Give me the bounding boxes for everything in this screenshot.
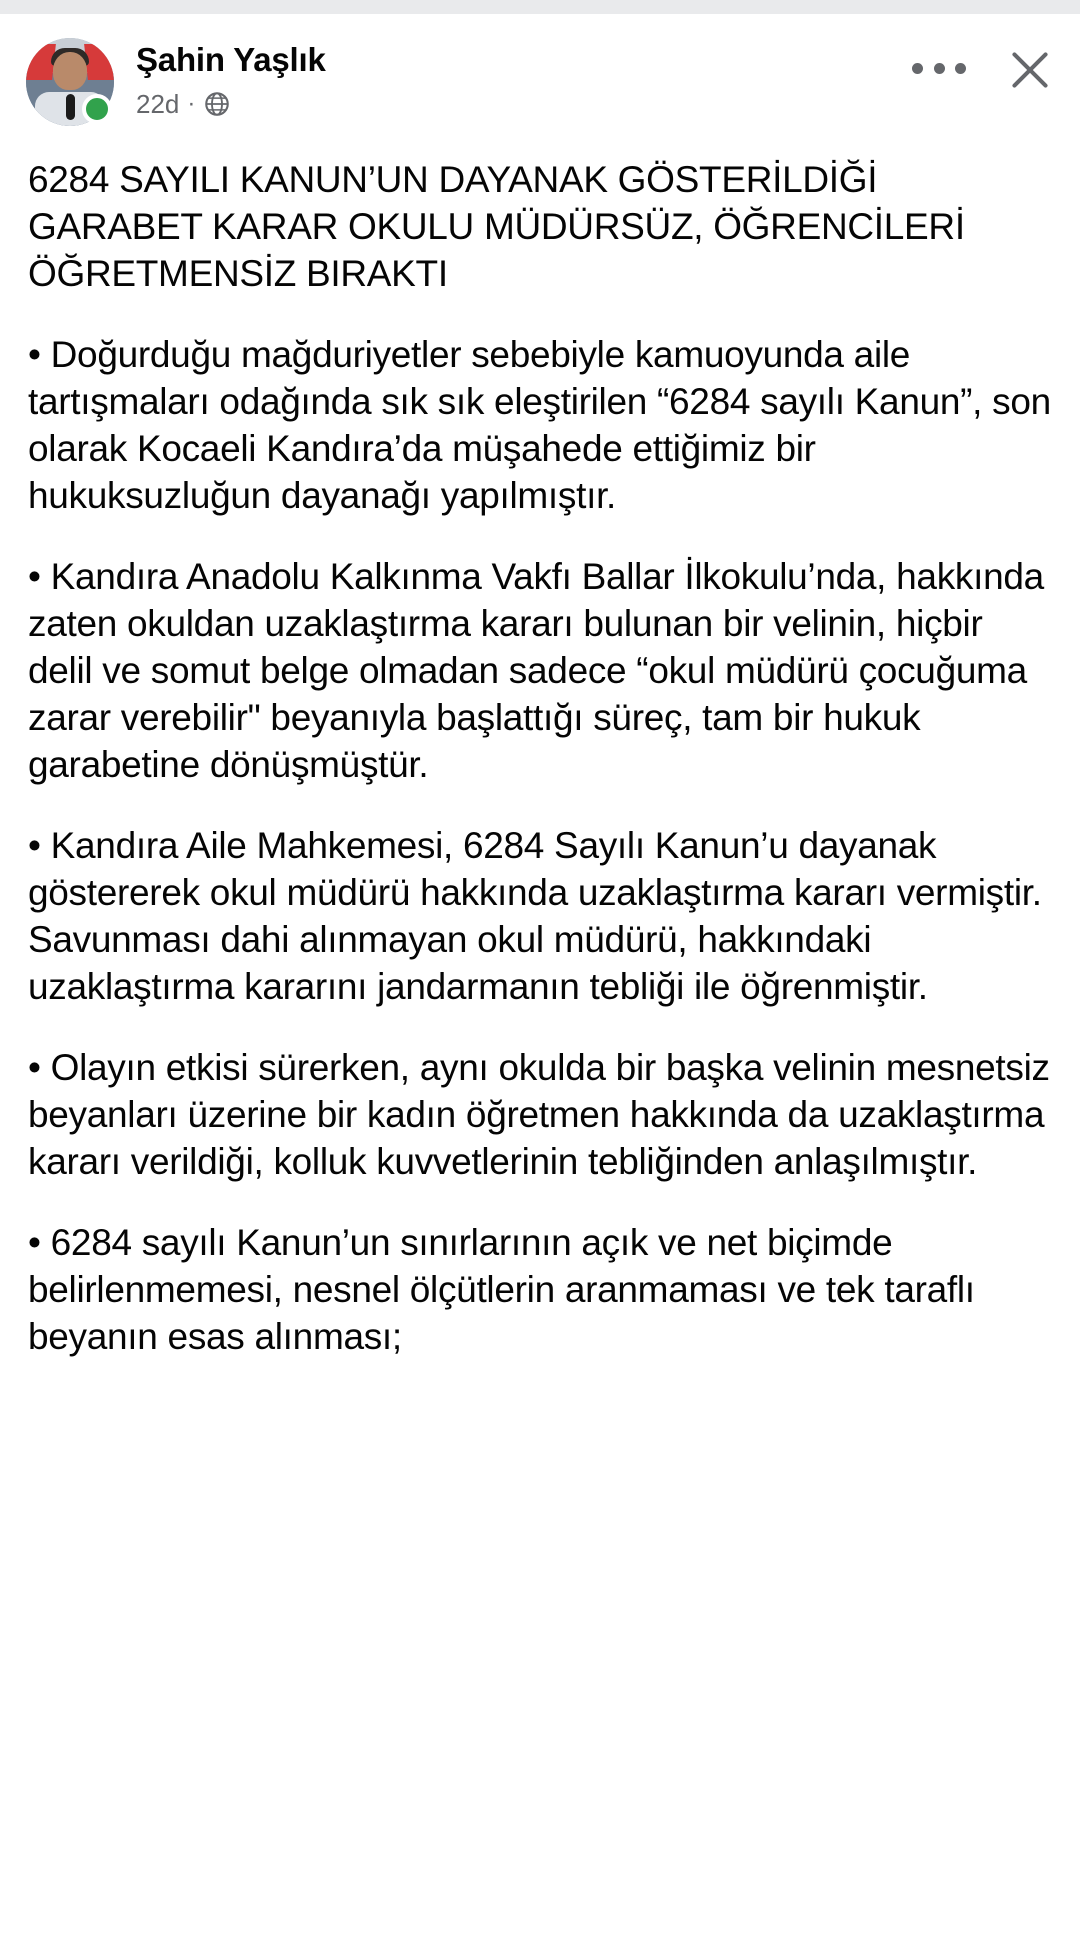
avatar-head (53, 52, 87, 90)
post-meta (136, 89, 912, 119)
meta-separator: · (187, 90, 196, 117)
author-name[interactable]: Şahin Yaşlık (136, 41, 326, 78)
post-header-text (136, 38, 912, 119)
post-title: 6284 SAYILI KANUN’UN DAYANAK GÖSTERİLDİĞİ GARABET KARAR OKULU MÜDÜRSÜZ, ÖĞRENCİLERİ ÖĞRETMENSİZ BIRAKTI (28, 159, 965, 294)
globe-icon[interactable] (203, 90, 231, 118)
status-bar (0, 0, 1080, 14)
avatar[interactable] (26, 38, 114, 126)
post-paragraph: • Doğurduğu mağduriyetler sebebiyle kamuoyunda aile tartışmaları odağında sık sık eleştirilen “6284 sayılı Kanun”, son olarak Kocaeli Kandıra’da müşahede ettiğimiz bir hukuksuzluğun dayanağı yapılmıştır. (28, 334, 1051, 516)
post-paragraph: • Olayın etkisi sürerken, aynı okulda bir başka velinin mesnetsiz beyanları üzerine bir kadın öğretmen hakkında da uzaklaştırma kararı verildiği, kolluk kuvvetlerinin tebliğinden anlaşılmıştır. (28, 1047, 1050, 1182)
post-header (0, 14, 1080, 142)
post-paragraph: • Kandıra Aile Mahkemesi, 6284 Sayılı Kanun’u dayanak göstererek okul müdürü hakkında uzaklaştırma kararı vermiştir. Savunması dahi alınmayan okul müdürü, hakkındaki uzaklaştırma kararını jandarmanın tebliği ile öğrenmiştir. (28, 825, 1042, 1007)
post-header-actions (912, 38, 1054, 92)
post-timestamp[interactable]: 22d (136, 89, 180, 119)
microphone-icon (66, 94, 75, 120)
post-body (0, 142, 1080, 1360)
post-paragraph: • Kandıra Anadolu Kalkınma Vakfı Ballar İlkokulu’nda, hakkında zaten okuldan uzaklaştırma kararı bulunan bir velinin, hiçbir delil ve somut belge olmadan sadece “okul müdürü çocuğuma zarar verebilir" beyanıyla başlattığı süreç, tam bir hukuk garabetine dönüşmüştür. (28, 556, 1044, 785)
more-options-icon[interactable] (912, 48, 966, 88)
close-icon[interactable] (1006, 44, 1054, 92)
online-status-indicator (82, 94, 112, 124)
post-paragraph: • 6284 sayılı Kanun’un sınırlarının açık ve net biçimde belirlenmemesi, nesnel ölçütlerin aranmaması ve tek taraflı beyanın esas alınması; (28, 1222, 975, 1357)
